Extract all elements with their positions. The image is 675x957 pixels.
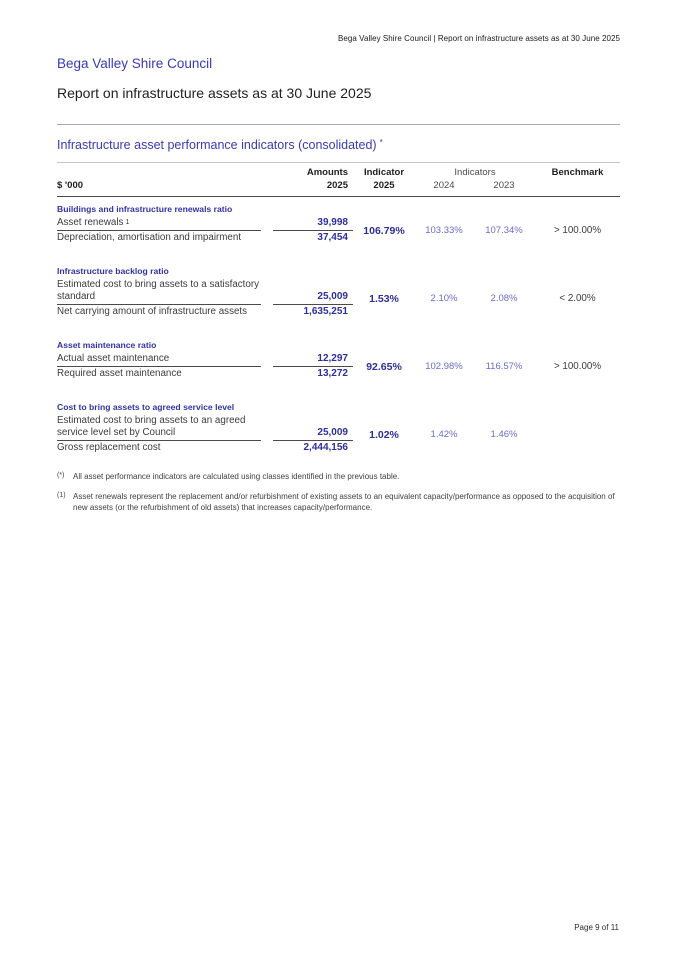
council-title: Bega Valley Shire Council (57, 56, 213, 71)
numerator-value: 39,998 (317, 217, 348, 228)
numerator-value: 12,297 (317, 353, 348, 364)
numerator-value: 25,009 (317, 427, 348, 438)
denominator-value: 2,444,156 (303, 442, 348, 453)
numerator-label: Asset renewals $^1$ (57, 217, 261, 231)
header-indicator-year: 2025 (373, 180, 395, 191)
denominator-value: 13,272 (317, 368, 348, 379)
indicator-2025: 1.02% (369, 428, 399, 441)
ratio-amounts (265, 217, 353, 244)
benchmark-value: > 100.00% (553, 225, 602, 236)
header-unit: $ '000 (57, 180, 84, 191)
ratio-section-renewals (57, 204, 620, 244)
benchmark-value: > 100.00% (553, 361, 602, 372)
ratio-heading: Infrastructure backlog ratio (57, 266, 169, 276)
header-indicators: Indicators (454, 167, 496, 178)
indicator-2024: 102.98% (425, 361, 463, 372)
table-header (57, 162, 620, 197)
indicator-2025: 106.79% (363, 224, 405, 237)
indicator-2025: 1.53% (369, 292, 399, 305)
indicator-2023: 116.57% (485, 361, 523, 372)
ratio-labels (57, 217, 265, 244)
denominator-value: 37,454 (317, 232, 348, 243)
numerator-value: 25,009 (317, 291, 348, 302)
ratio-amounts (265, 279, 353, 318)
indicator-2024: 2.10% (430, 293, 458, 304)
ratio-labels (57, 353, 265, 380)
header-year-2023: 2023 (493, 180, 515, 191)
header-benchmark: Benchmark (551, 167, 604, 178)
ratio-section-service-level (57, 402, 620, 454)
ratio-heading: Asset maintenance ratio (57, 340, 157, 350)
numerator-label: Estimated cost to bring assets to a satisfactory standard (57, 279, 261, 305)
header-amounts-year: 2025 (326, 180, 348, 191)
numerator-label: Actual asset maintenance (57, 353, 261, 367)
section-title-footnote-ref: * (379, 138, 383, 147)
footnote-ref: 1 (125, 219, 130, 226)
indicator-2025: 92.65% (366, 360, 402, 373)
ratio-section-backlog (57, 266, 620, 318)
header-indicators-group (415, 166, 535, 192)
section-title-text: Infrastructure asset performance indicators (consolidated) (57, 138, 377, 152)
indicator-2023: 1.46% (490, 429, 518, 440)
header-indicator: Indicator (363, 167, 405, 178)
numerator-label: Estimated cost to bring assets to an agreed service level set by Council (57, 415, 261, 441)
ratio-labels (57, 279, 265, 318)
footnotes (57, 471, 620, 513)
ratio-labels (57, 415, 265, 454)
indicator-2024: 103.33% (425, 225, 463, 236)
ratio-amounts (265, 353, 353, 380)
denominator-value: 1,635,251 (303, 306, 348, 317)
header-amounts: Amounts (306, 167, 348, 178)
section-title (57, 138, 620, 152)
ratio-body (57, 353, 620, 380)
footnote-asterisk (57, 471, 620, 482)
footnote-text: All asset performance indicators are calculated using classes identified in the previous table. (73, 472, 400, 481)
footnote-text: Asset renewals represent the replacement and/or refurbishment of existing assets to an equivalent capacity/performance as opposed to the acquisition of new assets (or the refurbishment of old assets) that increases capacity/performance. (73, 492, 615, 512)
ratio-body (57, 415, 620, 454)
denominator-label: Required asset maintenance (57, 368, 182, 379)
ratio-body (57, 217, 620, 244)
ratio-amounts (265, 415, 353, 454)
ratio-section-maintenance (57, 340, 620, 380)
ratio-heading: Cost to bring assets to agreed service level (57, 402, 235, 412)
indicators-table (57, 162, 620, 454)
header-indicator-col (353, 166, 415, 192)
ratio-body (57, 279, 620, 318)
header-year-2024: 2024 (433, 180, 455, 191)
ratio-heading: Buildings and infrastructure renewals ratio (57, 204, 233, 214)
denominator-label: Gross replacement cost (57, 442, 161, 453)
benchmark-value (535, 415, 620, 454)
indicator-2024: 1.42% (430, 429, 458, 440)
footnote-marker: (*) (57, 472, 65, 479)
indicator-2023: 2.08% (490, 293, 518, 304)
indicator-2023: 107.34% (485, 225, 523, 236)
header-amounts-col (265, 166, 353, 192)
footnote-1 (57, 491, 620, 513)
footnote-marker: (1) (57, 492, 66, 499)
header-divider (57, 124, 620, 125)
page-number: Page 9 of 11 (574, 923, 619, 932)
header-unit-col (57, 166, 265, 192)
header-benchmark-col (535, 166, 620, 192)
denominator-label: Net carrying amount of infrastructure assets (57, 306, 248, 317)
report-title: Report on infrastructure assets as at 30 June 2025 (57, 85, 372, 101)
benchmark-value: < 2.00% (559, 293, 596, 304)
running-header: Bega Valley Shire Council | Report on infrastructure assets as at 30 June 2025 (338, 34, 620, 43)
denominator-label: Depreciation, amortisation and impairment (57, 232, 242, 243)
